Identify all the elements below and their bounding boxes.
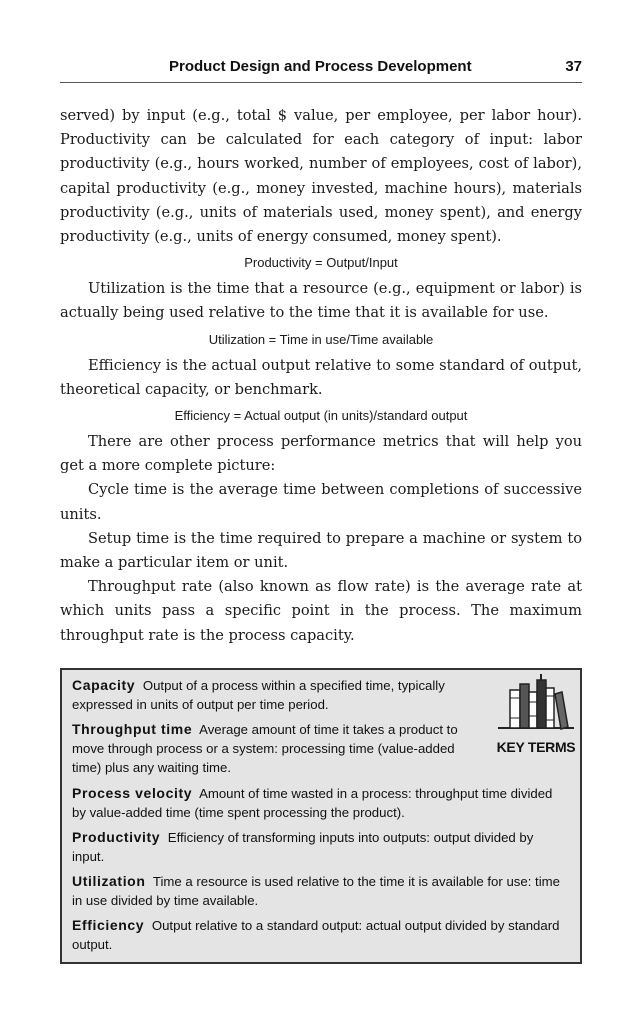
key-term-entry xyxy=(72,784,568,822)
key-term-definition: Time a resource is used relative to the time it is available for use: time in use divided by time available. xyxy=(72,874,560,908)
page-header xyxy=(60,56,582,83)
paragraph: served) by input (e.g., total $ value, per employee, per labor hour). Productivity can be calculated for each category of input: labor productivity (e.g., hours worked, number of employees, cost of labor), capital productivity (e.g., money invested, machine hours), materials productivity (e.g., units of materials used, money spent), and energy productivity (e.g., units of energy consumed, money spent). xyxy=(60,107,582,246)
body-text xyxy=(60,104,582,648)
key-term-definition: Efficiency of transforming inputs into outputs: output divided by input. xyxy=(72,830,534,864)
key-term-definition: Output of a process within a specified time, typically expressed in units of output per time period. xyxy=(72,678,445,712)
key-term: Capacity xyxy=(72,677,136,693)
key-terms-label: KEY TERMS xyxy=(496,739,576,755)
page-number: 37 xyxy=(565,58,582,75)
key-terms-graphic xyxy=(496,672,576,756)
key-term: Throughput time xyxy=(72,721,193,737)
key-term-entry xyxy=(72,828,544,866)
key-term-definition: Amount of time wasted in a process: throughput time divided by value-added time (time spent processing the product). xyxy=(72,786,553,820)
paragraph: Setup time is the time required to prepare a machine or system to make a particular item or unit. xyxy=(60,529,582,572)
key-term-entry xyxy=(72,720,470,777)
paragraph: Efficiency is the actual output relative to some standard of output, theoretical capacity, or benchmark. xyxy=(60,356,582,398)
key-term: Process velocity xyxy=(72,785,193,801)
key-term-entry xyxy=(72,872,568,910)
key-term: Utilization xyxy=(72,873,146,889)
key-term-definition: Output relative to a standard output: actual output divided by standard output. xyxy=(72,918,560,952)
key-term-definition: Average amount of time it takes a product to move through process or a system: processing time (value-added time) plus any waiting time. xyxy=(72,722,458,775)
key-terms-box xyxy=(60,668,582,964)
key-term: Efficiency xyxy=(72,917,145,933)
paragraph: Cycle time is the average time between completions of successive units. xyxy=(60,481,582,523)
key-term-entry xyxy=(72,916,568,954)
formula-utilization: Utilization = Time in use/Time available xyxy=(208,331,434,347)
running-title: Product Design and Process Development xyxy=(169,58,472,75)
paragraph: Throughput rate (also known as flow rate) is the average rate at which units pass a specific point in the process. The maximum throughput rate is the process capacity. xyxy=(60,578,582,644)
key-term: Productivity xyxy=(72,829,161,845)
key-term-entry xyxy=(72,676,488,714)
formula-productivity: Productivity = Output/Input xyxy=(244,255,398,271)
books-icon xyxy=(496,672,576,736)
formula-efficiency: Efficiency = Actual output (in units)/standard output xyxy=(174,408,468,424)
paragraph: Utilization is the time that a resource (e.g., equipment or labor) is actually being used relative to the time that it is available for use. xyxy=(60,280,582,322)
paragraph: There are other process performance metrics that will help you get a more complete picture: xyxy=(60,433,582,475)
